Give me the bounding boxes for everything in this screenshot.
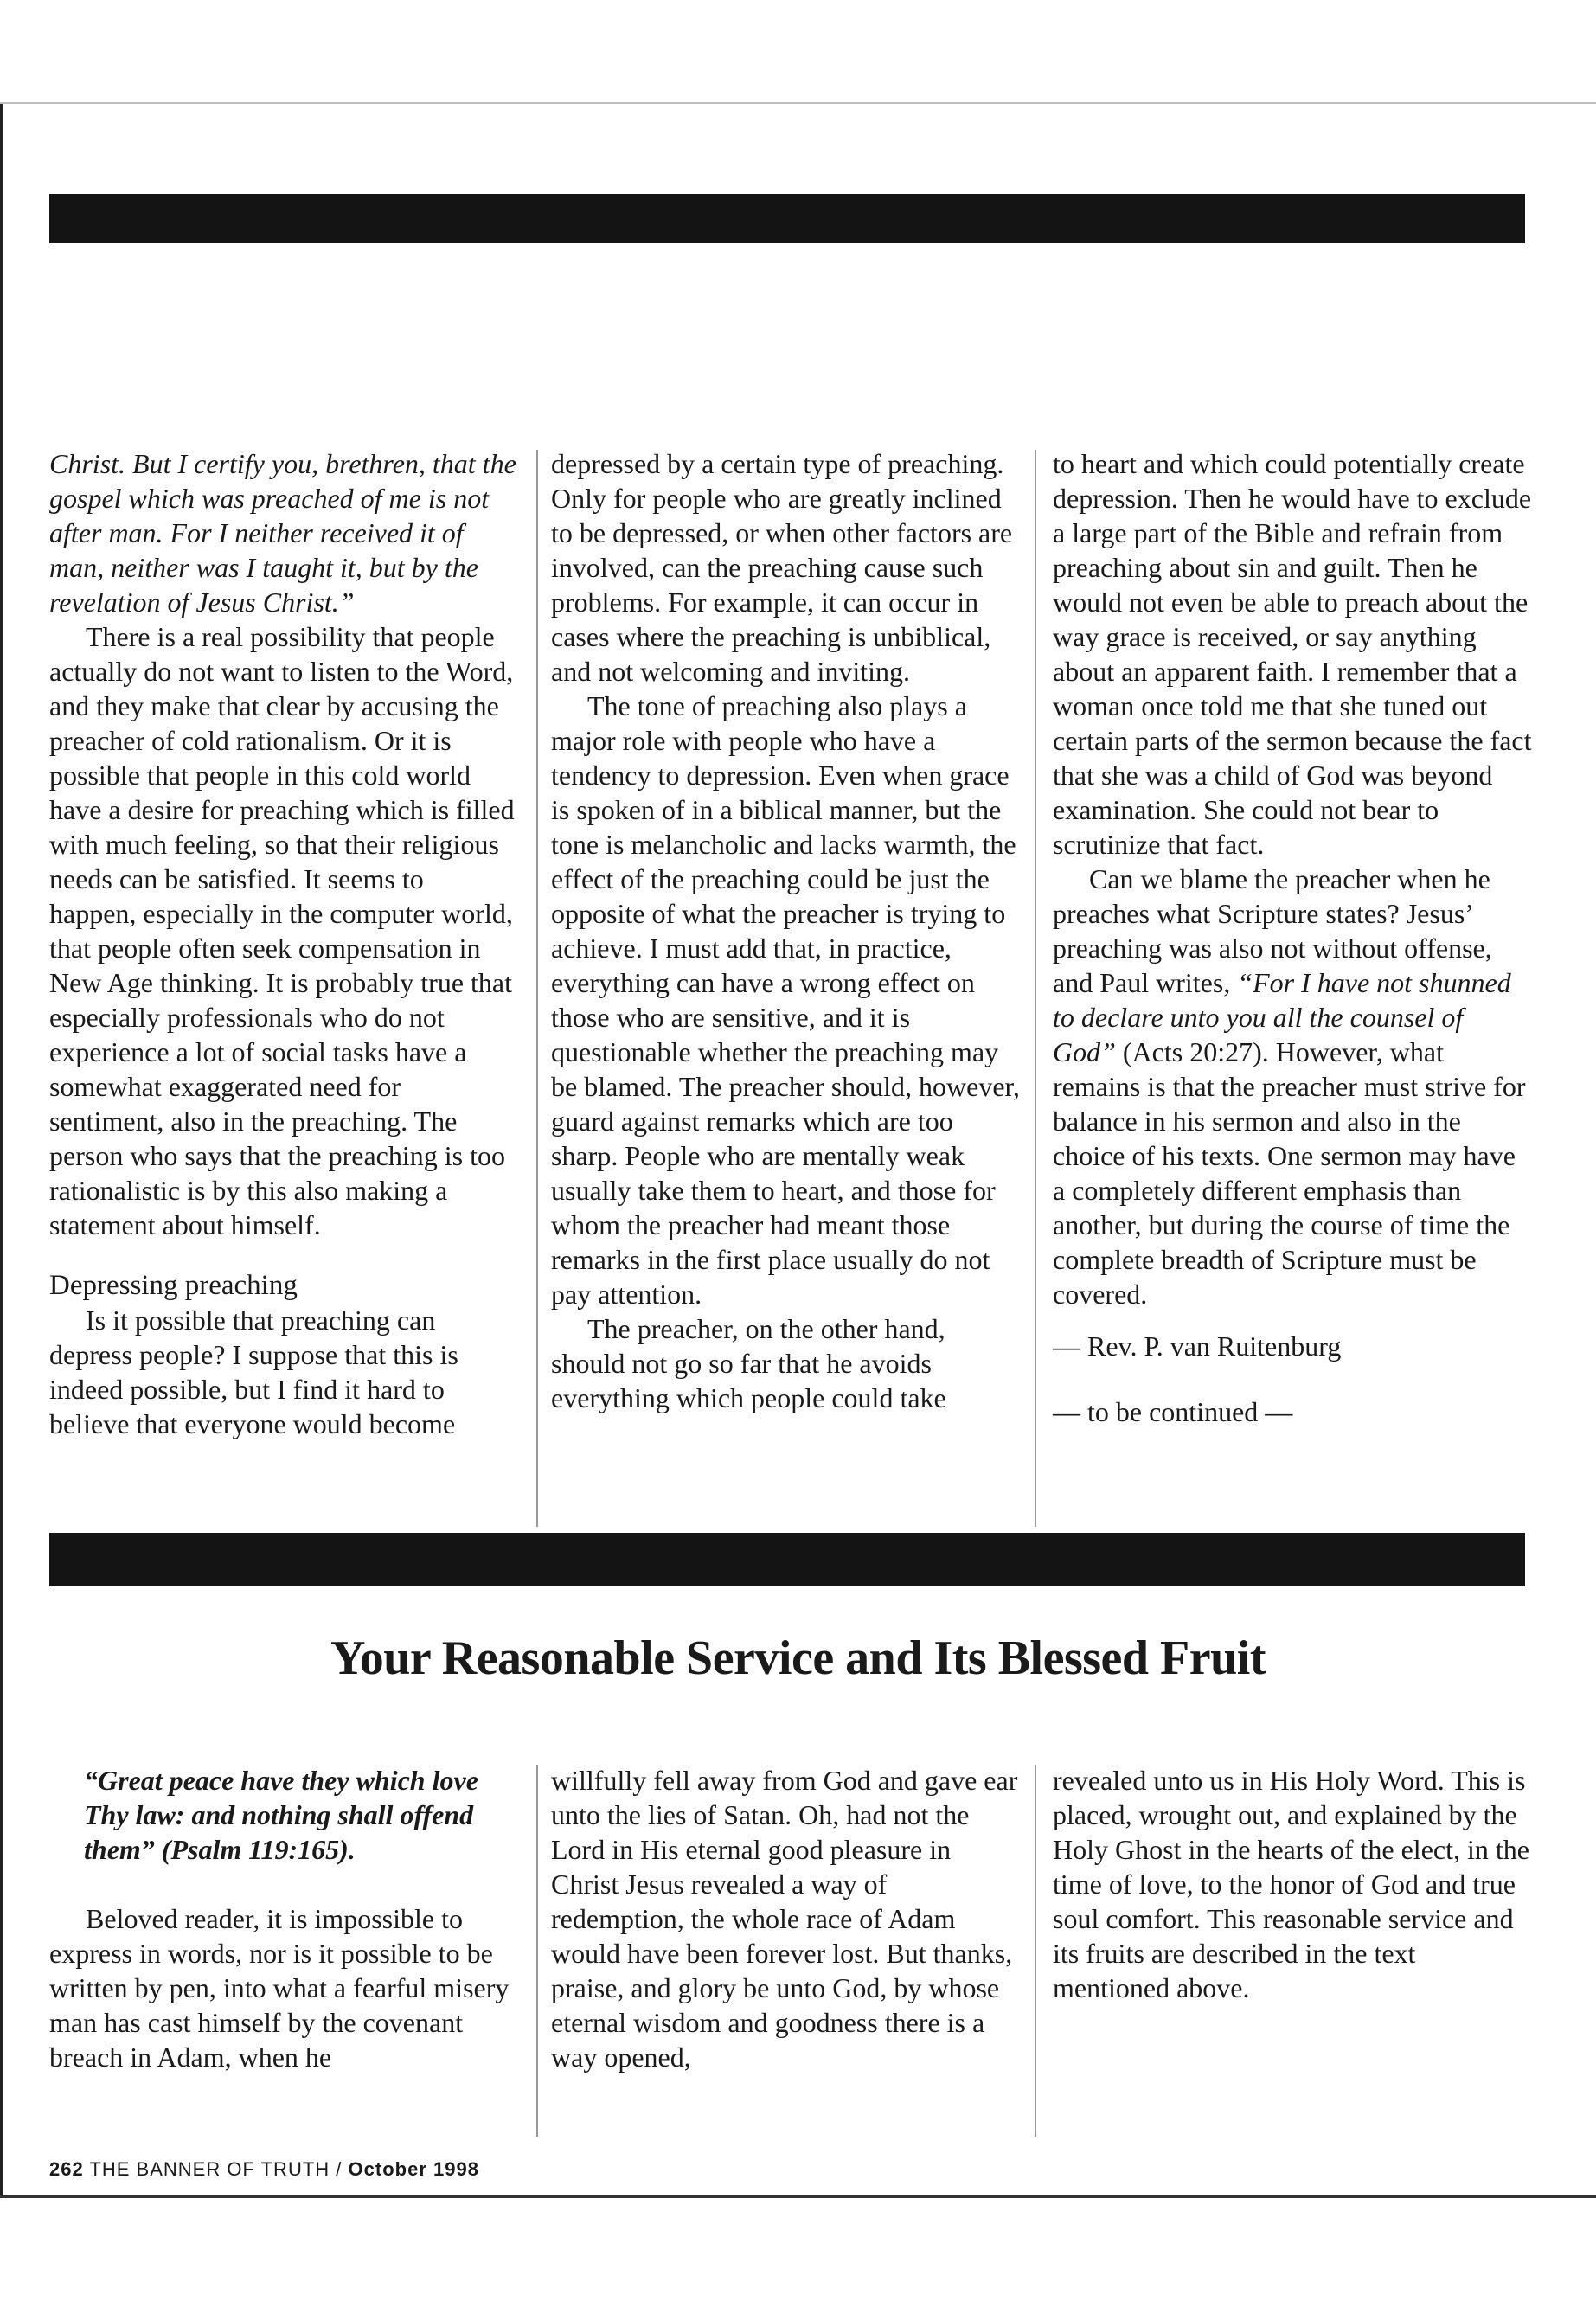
article2-column-3 [1053, 1763, 1533, 2005]
paragraph: willfully fell away from God and gave ear unto the lies of Satan. Oh, had not the Lord in His eternal good pleasure in Christ Jesus revealed a way of redemption, the whole race of Adam would have been forever lost. But thanks, praise, and glory be unto God, by whose eternal wisdom and goodness there is a way opened, [551, 1765, 1018, 2073]
paragraph: Is it possible that preaching can depress people? I suppose that this is indeed possible, but I find it hard to believe that everyone would become [49, 1304, 458, 1439]
page-number: 262 [49, 2158, 84, 2180]
publication-name: THE BANNER OF TRUTH [89, 2158, 330, 2180]
scripture-quote-end: Christ. But I certify you, brethren, that the gospel which was preached of me is not after man. For I neither received it of man, neither was I taught it, but by the revelation of Jesus Christ.” [49, 448, 516, 618]
epigraph: “Great peace have they which love Thy law: and nothing shall offend them” (Psalm 119:165). [84, 1765, 478, 1865]
article2-column-1 [49, 1763, 516, 2074]
scripture-quote: “For I have not shunned to declare unto you all the counsel of God” [1053, 967, 1511, 1067]
paragraph: Beloved reader, it is impossible to express in words, nor is it possible to be written by pen, into what a fearful misery man has cast himself by the covenant breach in Adam, when he [49, 1903, 510, 2073]
article1-column-3 [1053, 446, 1533, 1429]
text-run: Can we blame the preacher when he preaches what Scripture states? Jesus’ preaching was also not without offense, and Paul writes, [1053, 863, 1492, 998]
section-divider-band [49, 1533, 1525, 1586]
continued-note: — to be continued — [1053, 1396, 1293, 1427]
page-bottom-edge [0, 2195, 1596, 2198]
paragraph: depressed by a certain type of preaching. Only for people who are greatly inclined to be depressed, or when other factors are involved, can the preaching cause such problems. For example, it can occur in cases where the preaching is unbiblical, and not welcoming and inviting. [551, 448, 1013, 687]
page-footer [49, 2158, 479, 2181]
column-divider [536, 450, 538, 1527]
section-heading: Depressing preaching [49, 1270, 298, 1301]
page-top-edge [0, 102, 1596, 104]
article1-column-2 [551, 446, 1022, 1415]
paragraph: There is a real possibility that people actually do not want to listen to the Word, and they make that clear by accusing the preacher of cold rationalism. Or it is possible that people in this cold world have a desire for preaching which is filled with much feeling, so that their religious needs can be satisfied. It seems to happen, especially in the computer world, that people often seek compensation in New Age thinking. It is probably true that especially professionals who do not experience a lot of social tasks have a somewhat exaggerated need for sentiment, also in the preaching. The person who says that the preaching is too rationalistic is by this also making a statement about himself. [49, 621, 515, 1240]
text-run: (Acts 20:27). However, what remains is that the preacher must strive for balance in his sermon and also in the choice of his texts. One sermon may have a completely different emphasis than another, but during the course of time the complete breadth of Scripture must be covered. [1053, 1036, 1526, 1310]
top-black-band [49, 194, 1525, 243]
article2-column-2 [551, 1763, 1022, 2074]
article-title: Your Reasonable Service and Its Blessed Fruit [330, 1631, 1266, 1685]
paragraph: The preacher, on the other hand, should not go so far that he avoids everything which people could take [551, 1313, 946, 1413]
article1-column-1 [49, 446, 516, 1441]
paragraph: revealed unto us in His Holy Word. This is placed, wrought out, and explained by the Holy Ghost in the hearts of the elect, in the time of love, to the honor of God and true soul comfort. This reasonable service and its fruits are described in the text mentioned above. [1053, 1765, 1529, 2003]
author-signature: — Rev. P. van Ruitenburg [1053, 1330, 1342, 1362]
issue-date: October 1998 [348, 2158, 479, 2180]
column-divider [1035, 1765, 1036, 2137]
column-divider [536, 1765, 538, 2137]
page-left-edge [0, 104, 3, 2197]
paragraph: The tone of preaching also plays a major role with people who have a tendency to depression. Even when grace is spoken of in a biblical manner, but the tone is melancholic and lacks warmth, the effect of the preaching could be just the opposite of what the preacher is trying to achieve. I must add that, in practice, everything can have a wrong effect on those who are sensitive, and it is questionable whether the preaching may be blamed. The preacher should, however, guard against remarks which are too sharp. People who are mentally weak usually take them to heart, and those for whom the preacher had meant those remarks in the first place usually do not pay attention. [551, 690, 1020, 1310]
paragraph [1053, 862, 1533, 1311]
paragraph: to heart and which could potentially create depression. Then he would have to exclude a large part of the Bible and refrain from preaching about sin and guilt. Then he would not even be able to preach about the way grace is received, or say anything about an apparent faith. I remember that a woman once told me that she tuned out certain parts of the sermon because the fact that she was a child of God was beyond examination. She could not bear to scrutinize that fact. [1053, 448, 1532, 860]
footer-separator: / [336, 2158, 343, 2180]
column-divider [1035, 450, 1036, 1527]
